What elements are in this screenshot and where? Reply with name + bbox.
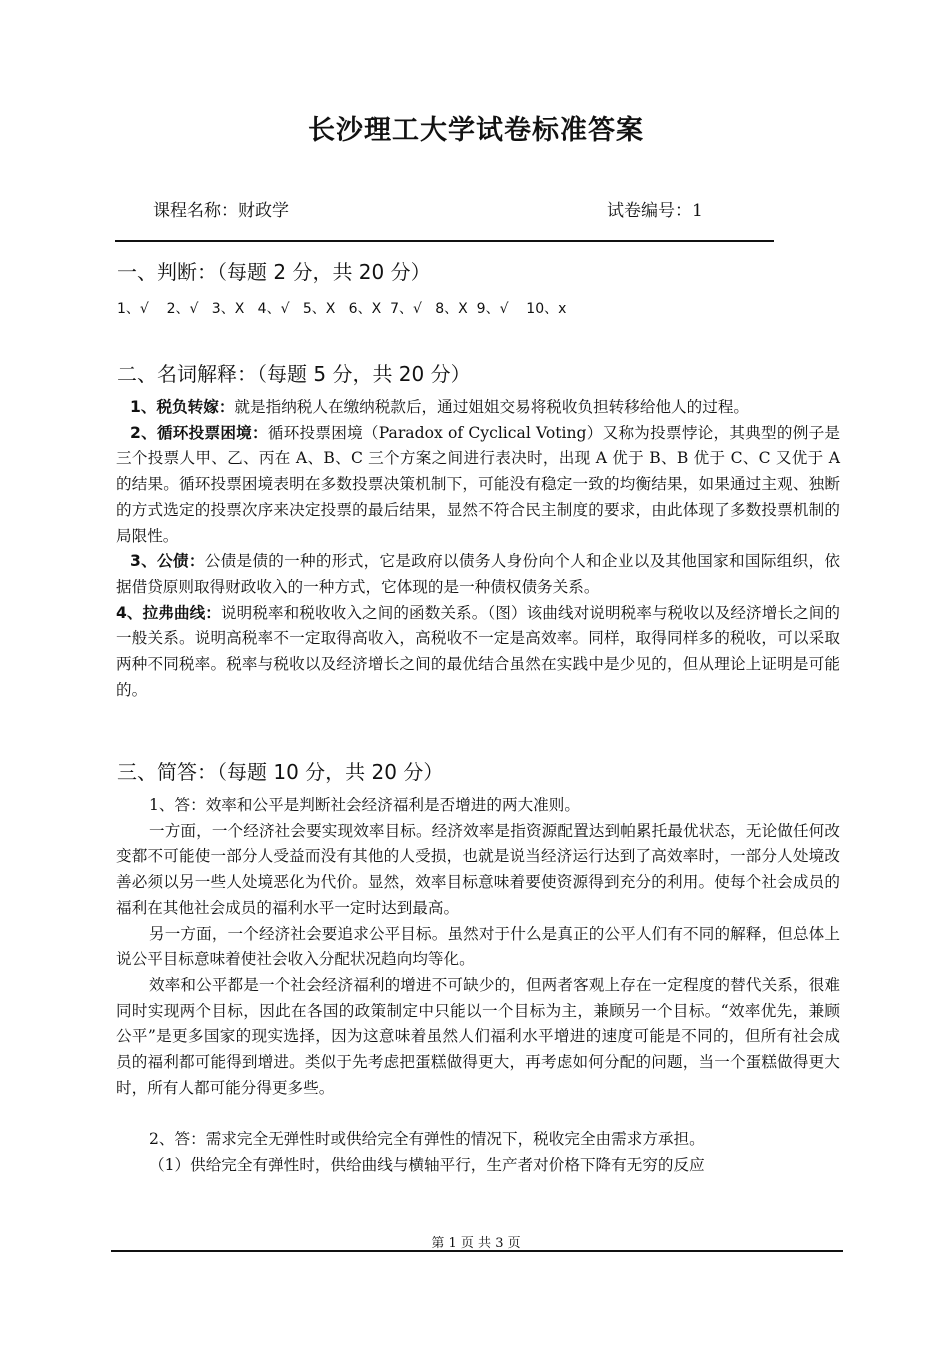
header-divider — [115, 240, 774, 242]
answer-paragraph: 效率和公平都是一个社会经济福利的增进不可缺少的，但两者客观上存在一定程度的替代关系，很难同时实现两个目标，因此在各国的政策制定中只能以一个目标为主，兼顾另一个目标。“效率优先，兼顾公平”是更多国家的现实选择，因为这意味着虽然人们福利水平增进的速度可能是不同的，但所有社会成员的福利都可能得到增进。类似于先考虑把蛋糕做得更大，再考虑如何分配的问题，当一个蛋糕做得更大时，所有人都可能分得更多些。 — [116, 975, 840, 1097]
course-name: 课程名称：财政学 — [153, 201, 289, 221]
answer-paragraph: 1、答：效率和公平是判断社会经济福利是否增进的两大准则。 — [149, 796, 580, 814]
definition-term: 2、循环投票困境： — [130, 423, 268, 442]
section2-heading: 二、名词解释：（每题 5 分，共 20 分） — [117, 362, 471, 386]
definition-text: 循环投票困境（Paradox of Cyclical Voting）又称为投票悖论，其典型的例子是三个投票人甲、乙、丙在 A、B、C 三个方案之间进行表决时，出现 A 优于 B、B 优于 C、C 又优于 A 的结果。循环投票困境表明在多数投票决策机制下，可能没有稳定一致的均衡结果，如果通过主观、独断的方式选定的投票次序来决定投票的最后结果，显然不符合民主制度的要求，由此体现了多数投票机制的局限性。 — [116, 423, 841, 545]
definition-term: 1、税负转嫁： — [130, 398, 235, 416]
answer-paragraph: （1）供给完全有弹性时，供给曲线与横轴平行，生产者对价格下降有无穷的反应 — [149, 1156, 705, 1175]
answer-paragraph: 2、答：需求完全无弹性时或供给完全有弹性的情况下，税收完全由需求方承担。 — [149, 1130, 705, 1149]
answer-paragraph: 一方面，一个经济社会要实现效率目标。经济效率是指资源配置达到帕累托最优状态，无论做任何改变都不可能使一部分人受益而没有其他的人受损，也就是说当经济运行达到了高效率时，一部分人处境改善必须以另一些人处境恶化为代价。显然，效率目标意味着要使资源得到充分的利用。使每个社会成员的福利在其他社会成员的福利水平一定时达到最高。 — [116, 821, 840, 917]
footer-divider — [111, 1250, 843, 1252]
section1-heading: 一、判断：（每题 2 分，共 20 分） — [117, 260, 431, 284]
definition-item — [116, 421, 840, 550]
definition-term: 4、拉弗曲线： — [116, 603, 221, 622]
definition-text: 就是指纳税人在缴纳税款后，通过姐姐交易将税收负担转移给他人的过程。 — [234, 398, 750, 416]
paper-number: 试卷编号：1 — [607, 201, 703, 221]
definition-text: 说明税率和税收收入之间的函数关系。（图）该曲线对说明税率与税收以及经济增长之间的一般关系。说明高税率不一定取得高收入，高税收不一定是高效率。同样，取得同样多的税收，可以采取两种不同税率。税率与税收以及经济增长之间的最优结合虽然在实践中是少见的，但从理论上证明是可能的。 — [116, 603, 840, 699]
page-footer: 第 1 页 共 3 页 — [431, 1236, 521, 1251]
answer-paragraph: 另一方面，一个经济社会要追求公平目标。虽然对于什么是真正的公平人们有不同的解释，但总体上说公平目标意味着使社会收入分配状况趋向均等化。 — [116, 924, 840, 969]
definition-term: 3、公债： — [130, 552, 205, 571]
definition-item — [116, 601, 840, 704]
definition-item — [116, 395, 840, 421]
definition-item — [116, 549, 840, 600]
definition-text: 公债是债的一种的形式，它是政府以债务人身份向个人和企业以及其他国家和国际组织，依据借贷原则取得财政收入的一种方式，它体现的是一种债权债务关系。 — [116, 552, 840, 596]
judgment-answers: 1、√ 2、√ 3、X 4、√ 5、X 6、X 7、√ 8、X 9、√ 10、x — [117, 301, 567, 317]
term-definitions — [116, 395, 840, 703]
page-title: 长沙理工大学试卷标准答案 — [308, 115, 644, 146]
section3-heading: 三、简答：（每题 10 分，共 20 分） — [117, 760, 444, 784]
short-answers — [116, 793, 840, 1179]
